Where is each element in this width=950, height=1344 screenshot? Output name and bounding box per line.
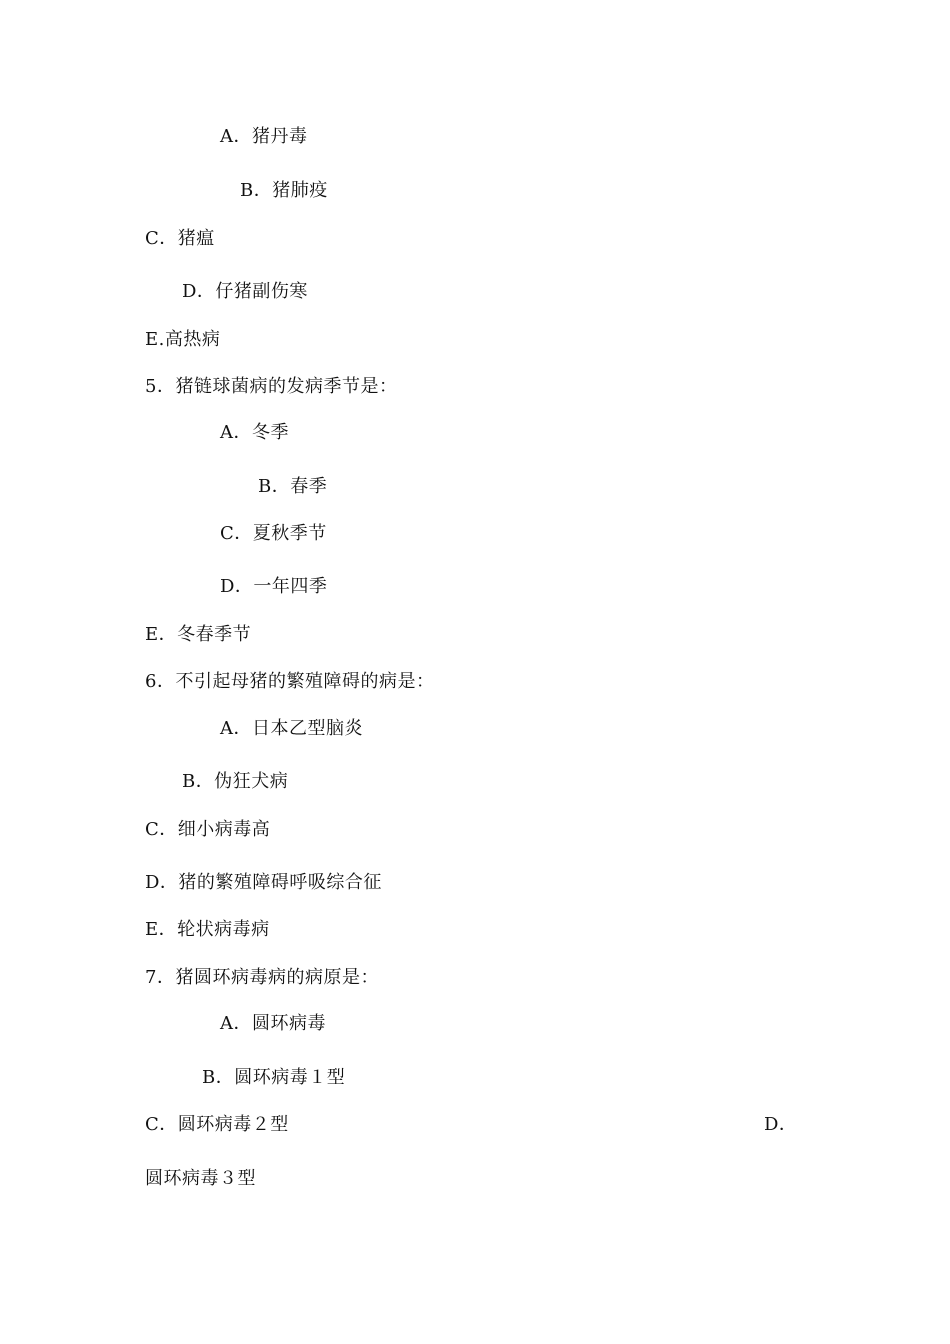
q5-option-c: C．夏秋季节 <box>220 523 327 544</box>
q6-stem: 6．不引起母猪的繁殖障碍的病是： <box>145 671 435 692</box>
q4-option-e: E.高热病 <box>145 329 221 350</box>
q6-option-a: A．日本乙型脑炎 <box>220 718 363 739</box>
q7-option-a: A．圆环病毒 <box>220 1013 326 1034</box>
q5-stem: 5．猪链球菌病的发病季节是： <box>145 376 398 397</box>
q6-option-c: C．细小病毒高 <box>145 819 271 840</box>
q6-option-e: E．轮状病毒病 <box>145 919 270 940</box>
q4-option-a: A．猪丹毒 <box>220 126 308 147</box>
q7-stem: 7．猪圆环病毒病的病原是： <box>145 967 379 988</box>
q6-option-d: D．猪的繁殖障碍呼吸综合征 <box>145 872 382 893</box>
q4-option-c: C．猪瘟 <box>145 228 215 249</box>
q5-option-b: B．春季 <box>258 476 328 497</box>
q5-option-a: A．冬季 <box>220 422 289 443</box>
q7-option-d-label: D． <box>764 1114 798 1135</box>
q7-option-b: B．圆环病毒１型 <box>202 1067 346 1088</box>
q4-option-d: D．仔猪副伤寒 <box>182 281 308 302</box>
q5-option-d: D．一年四季 <box>220 576 328 597</box>
q7-option-c: C．圆环病毒２型 <box>145 1114 289 1135</box>
q7-option-d-text: 圆环病毒３型 <box>145 1168 256 1189</box>
q6-option-b: B．伪狂犬病 <box>182 771 289 792</box>
q5-option-e: E．冬春季节 <box>145 624 252 645</box>
q4-option-b: B．猪肺疫 <box>240 180 328 201</box>
